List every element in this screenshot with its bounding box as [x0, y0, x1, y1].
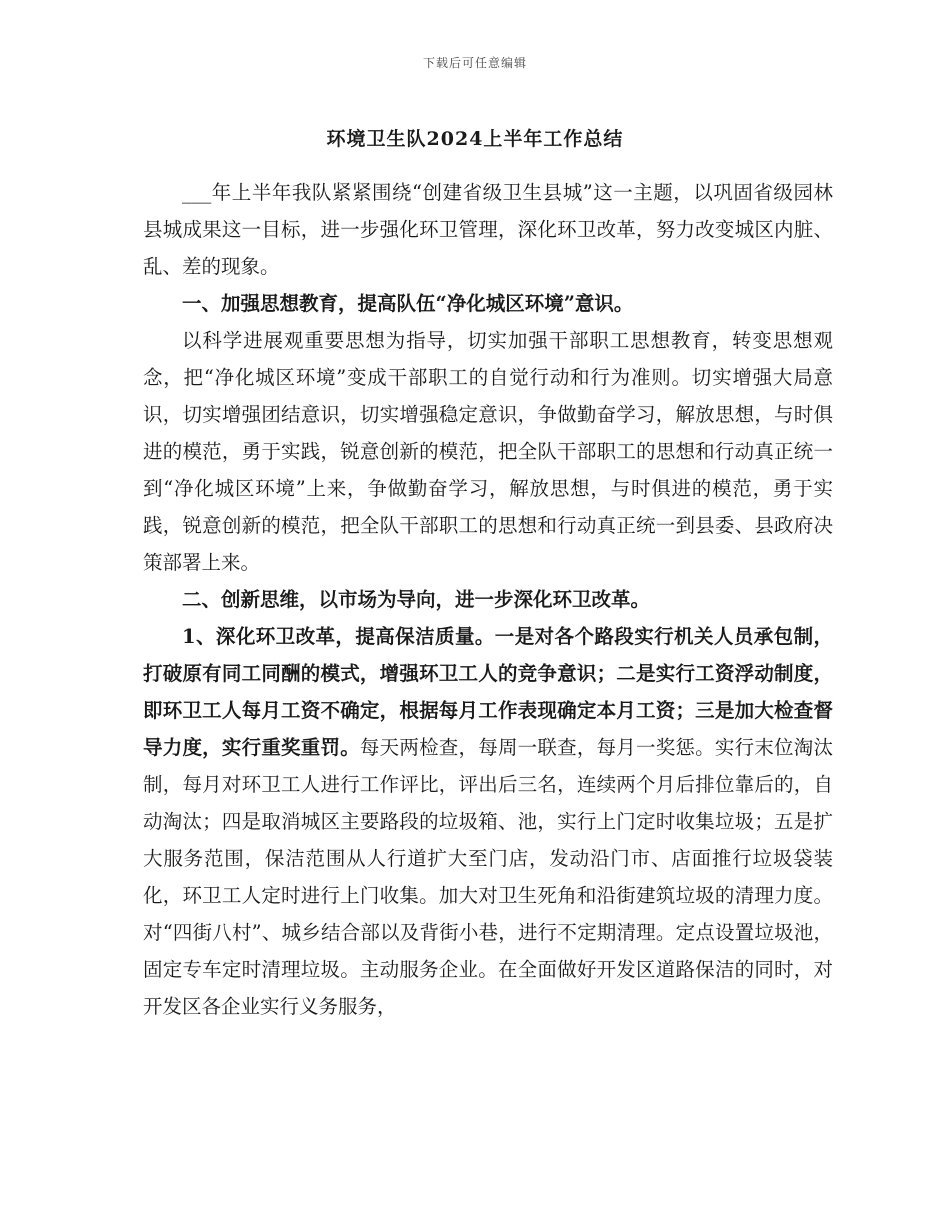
section-1-paragraph: 以科学进展观重要思想为指导，切实加强干部职工思想教育，转变思想观念，把“净化城区环境”变成干部职工的自觉行动和行为准则。切实增强大局意识，切实增强团结意识，切实增强稳定意识，争做勤奋学习，解放思想，与时俱进的模范，勇于实践，锐意创新的模范，把全队干部职工的思想和行动真正统一到“净化城区环境”上来，争做勤奋学习，解放思想，与时俱进的模范，勇于实践，锐意创新的模范，把全队干部职工的思想和行动真正统一到县委、县政府决策部署上来。: [143, 329, 833, 574]
header-note: 下载后可任意编辑: [422, 56, 527, 70]
section-2-item-1-bold-text: 1、深化环卫改革，提高保洁质量。一是对各个路段实行机关人员承包制，打破原有同工同酬的模式，增强环卫工人的竞争意识；二是实行工资浮动制度，即环卫工人每月工资不确定，根据每月工作表现确定本月工资；三是加大检查督导力度，实行重奖重罚。: [143, 625, 833, 759]
section-2-heading: 二、创新思维，以市场为导向，进一步深化环卫改革。: [182, 588, 651, 611]
intro-paragraph: ___年上半年我队紧紧围绕“创建省级卫生县城”这一主题，以巩固省级园林县城成果这一目标，进一步强化环卫管理，深化环卫改革，努力改变城区内脏、乱、差的现象。: [143, 181, 833, 278]
document-title: 环境卫生队2024上半年工作总结: [326, 128, 624, 150]
document-body: [143, 174, 833, 1025]
section-1-heading: 一、加强思想教育，提高队伍“净化城区环境”意识。: [182, 292, 634, 315]
section-2-item-1-text: 每天两检查，每周一联查，每月一奖惩。实行末位淘汰制，每月对环卫工人进行工作评比，评出后三名，连续两个月后排位靠后的，自动淘汰；四是取消城区主要路段的垃圾箱、池，实行上门定时收集垃圾；五是扩大服务范围，保洁范围从人行道扩大至门店，发动沿门市、店面推行垃圾袋装化，环卫工人定时进行上门收集。加大对卫生死角和沿街建筑垃圾的清理力度。对“四街八村”、城乡结合部以及背街小巷，进行不定期清理。定点设置垃圾池，固定专车定时清理垃圾。主动服务企业。在全面做好开发区道路保洁的同时，对开发区各企业实行义务服务，: [143, 736, 833, 1018]
section-2-item-1-paragraph: [143, 618, 833, 1025]
